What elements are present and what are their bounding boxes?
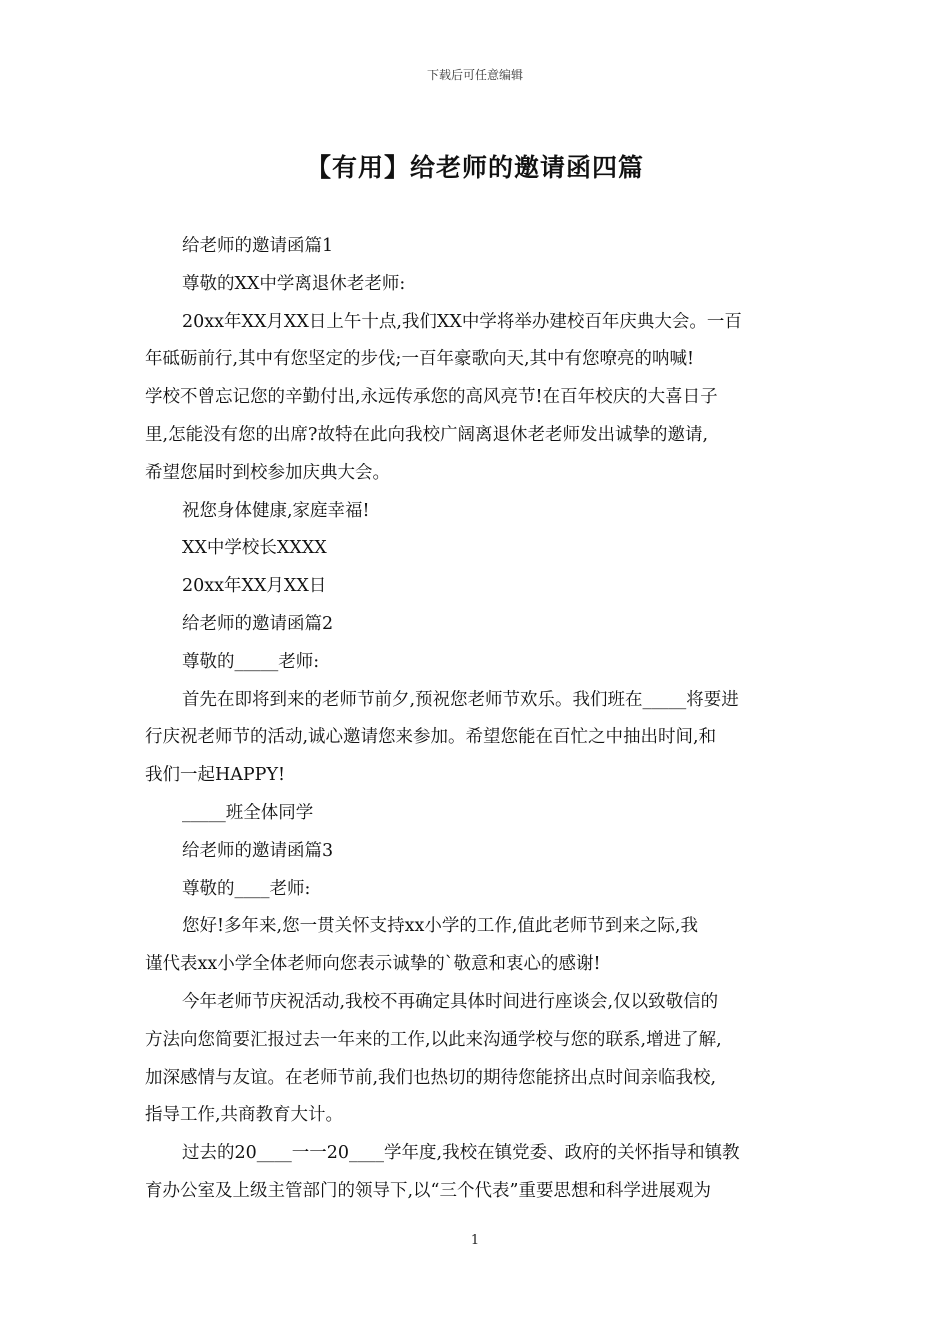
text-line: 方法向您简要汇报过去一年来的工作,以此来沟通学校与您的联系,增进了解, bbox=[145, 1029, 722, 1050]
document-title: 【有用】给老师的邀请函四篇 bbox=[305, 153, 644, 182]
text-line: 谨代表xx小学全体老师向您表示诚挚的`敬意和衷心的感谢! bbox=[145, 954, 601, 975]
text-line: 年砥砺前行,其中有您坚定的步伐;一百年豪歌向天,其中有您嘹亮的呐喊! bbox=[145, 349, 695, 370]
text-line: 学校不曾忘记您的辛勤付出,永远传承您的高风亮节!在百年校庆的大喜日子 bbox=[145, 387, 718, 408]
text-line: 尊敬的XX中学离退休老老师: bbox=[182, 273, 406, 294]
text-line: 首先在即将到来的老师节前夕,预祝您老师节欢乐。我们班在_____将要进 bbox=[182, 689, 739, 710]
text-line: XX中学校长XXXX bbox=[182, 538, 327, 559]
text-line: 20xx年XX月XX日上午十点,我们XX中学将举办建校百年庆典大会。一百 bbox=[182, 311, 742, 332]
text-line: _____班全体同学 bbox=[182, 802, 314, 823]
text-line: 20xx年XX月XX日 bbox=[182, 576, 327, 597]
text-line: 过去的20____一一20____学年度,我校在镇党委、政府的关怀指导和镇教 bbox=[182, 1143, 740, 1164]
text-line: 我们一起HAPPY! bbox=[145, 765, 286, 786]
text-line: 尊敬的_____老师: bbox=[182, 651, 320, 672]
text-line: 行庆祝老师节的活动,诚心邀请您来参加。希望您能在百忙之中抽出时间,和 bbox=[145, 727, 717, 748]
text-line: 您好!多年来,您一贯关怀支持xx小学的工作,值此老师节到来之际,我 bbox=[182, 916, 698, 937]
text-line: 希望您届时到校参加庆典大会。 bbox=[145, 462, 390, 483]
text-line: 祝您身体健康,家庭幸福! bbox=[182, 500, 370, 521]
header-note: 下载后可任意编辑 bbox=[426, 68, 523, 82]
text-line: 今年老师节庆祝活动,我校不再确定具体时间进行座谈会,仅以致敬信的 bbox=[182, 991, 719, 1012]
text-line: 尊敬的____老师: bbox=[182, 878, 311, 899]
text-line: 给老师的邀请函篇1 bbox=[182, 236, 334, 256]
text-line: 加深感情与友谊。在老师节前,我们也热切的期待您能挤出点时间亲临我校, bbox=[145, 1067, 717, 1088]
text-line: 里,怎能没有您的出席?故特在此向我校广阔离退休老老师发出诚挚的邀请, bbox=[145, 424, 709, 445]
text-line: 给老师的邀请函篇3 bbox=[182, 840, 334, 861]
page-number: 1 bbox=[470, 1233, 480, 1248]
text-line: 指导工作,共商教育大计。 bbox=[145, 1105, 344, 1126]
text-line: 给老师的邀请函篇2 bbox=[182, 613, 334, 634]
document-body bbox=[145, 228, 815, 1211]
text-line: 育办公室及上级主管部门的领导下,以“三个代表”重要思想和科学进展观为 bbox=[145, 1180, 711, 1201]
